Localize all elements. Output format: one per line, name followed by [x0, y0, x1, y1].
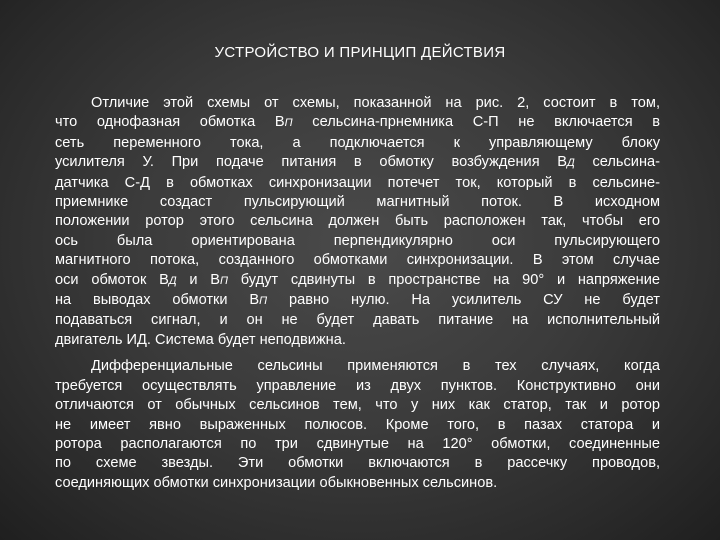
p1-line-11: на выводах обмотки ВП равно нулю. На усилитель СУ не будет [55, 292, 660, 309]
slide-title: УСТРОЙСТВО И ПРИНЦИП ДЕЙСТВИЯ [214, 44, 506, 61]
p1-line-3: сеть переменного тока, а подключается к управляющему блоку [55, 134, 660, 151]
slide-body [55, 94, 660, 493]
p1-line-4: усилителя У. При подаче питания в обмотку возбуждения ВД сельсина- [55, 154, 660, 171]
p1-line-1: Отличие этой схемы от схемы, показанной на рис. 2, состоит в том, [91, 95, 660, 111]
p1-line-2: что однофазная обмотка ВП сельсина-прнемника С-П не включается в [55, 114, 660, 131]
p1-line-10: оси обмоток ВД и ВП будут сдвинуты в пространстве на 90° и напряжение [55, 271, 660, 288]
p2-line-6: по схеме звезды. Эти обмотки включаются в рассечку проводов, [55, 455, 660, 472]
p2-line-7: соединяющих обмотки синхронизации обыкновенных сельсинов. [55, 474, 498, 491]
p2-line-3: отличаются от обычных сельсинов тем, что у них как статор, так и ротор [55, 397, 660, 414]
p1-line-8: ось была ориентирована перпендикулярно оси пульсирующего [55, 232, 660, 249]
p1-line-5: датчика С-Д в обмотках синхронизации потечет ток, который в сельсине- [55, 174, 660, 191]
p2-line-4: не имеет явно выраженных полюсов. Кроме того, в пазах статора и [55, 416, 660, 433]
p2-line-1: Дифференциальные сельсины применяются в тех случаях, когда [91, 358, 660, 375]
paragraph-1 [55, 94, 660, 350]
p1-line-12: подаваться сигнал, и он не будет давать питание на исполнительный [55, 312, 660, 329]
paragraph-2 [55, 357, 660, 493]
p2-line-5: ротора располагаются по три сдвинутые на 120° обмотки, соединенные [55, 435, 660, 452]
p1-line-7: положении ротор этого сельсина должен быть расположен так, чтобы его [55, 213, 660, 230]
p1-line-6: приемнике создаст пульсирующий магнитный поток. В исходном [55, 194, 660, 211]
p2-line-2: требуется осуществлять управление из двух пунктов. Конструктивно они [55, 377, 660, 394]
p1-line-9: магнитного потока, созданного обмотками синхронизации. В этом случае [55, 252, 660, 269]
p1-line-13: двигатель ИД. Система будет неподвижна. [55, 331, 346, 348]
